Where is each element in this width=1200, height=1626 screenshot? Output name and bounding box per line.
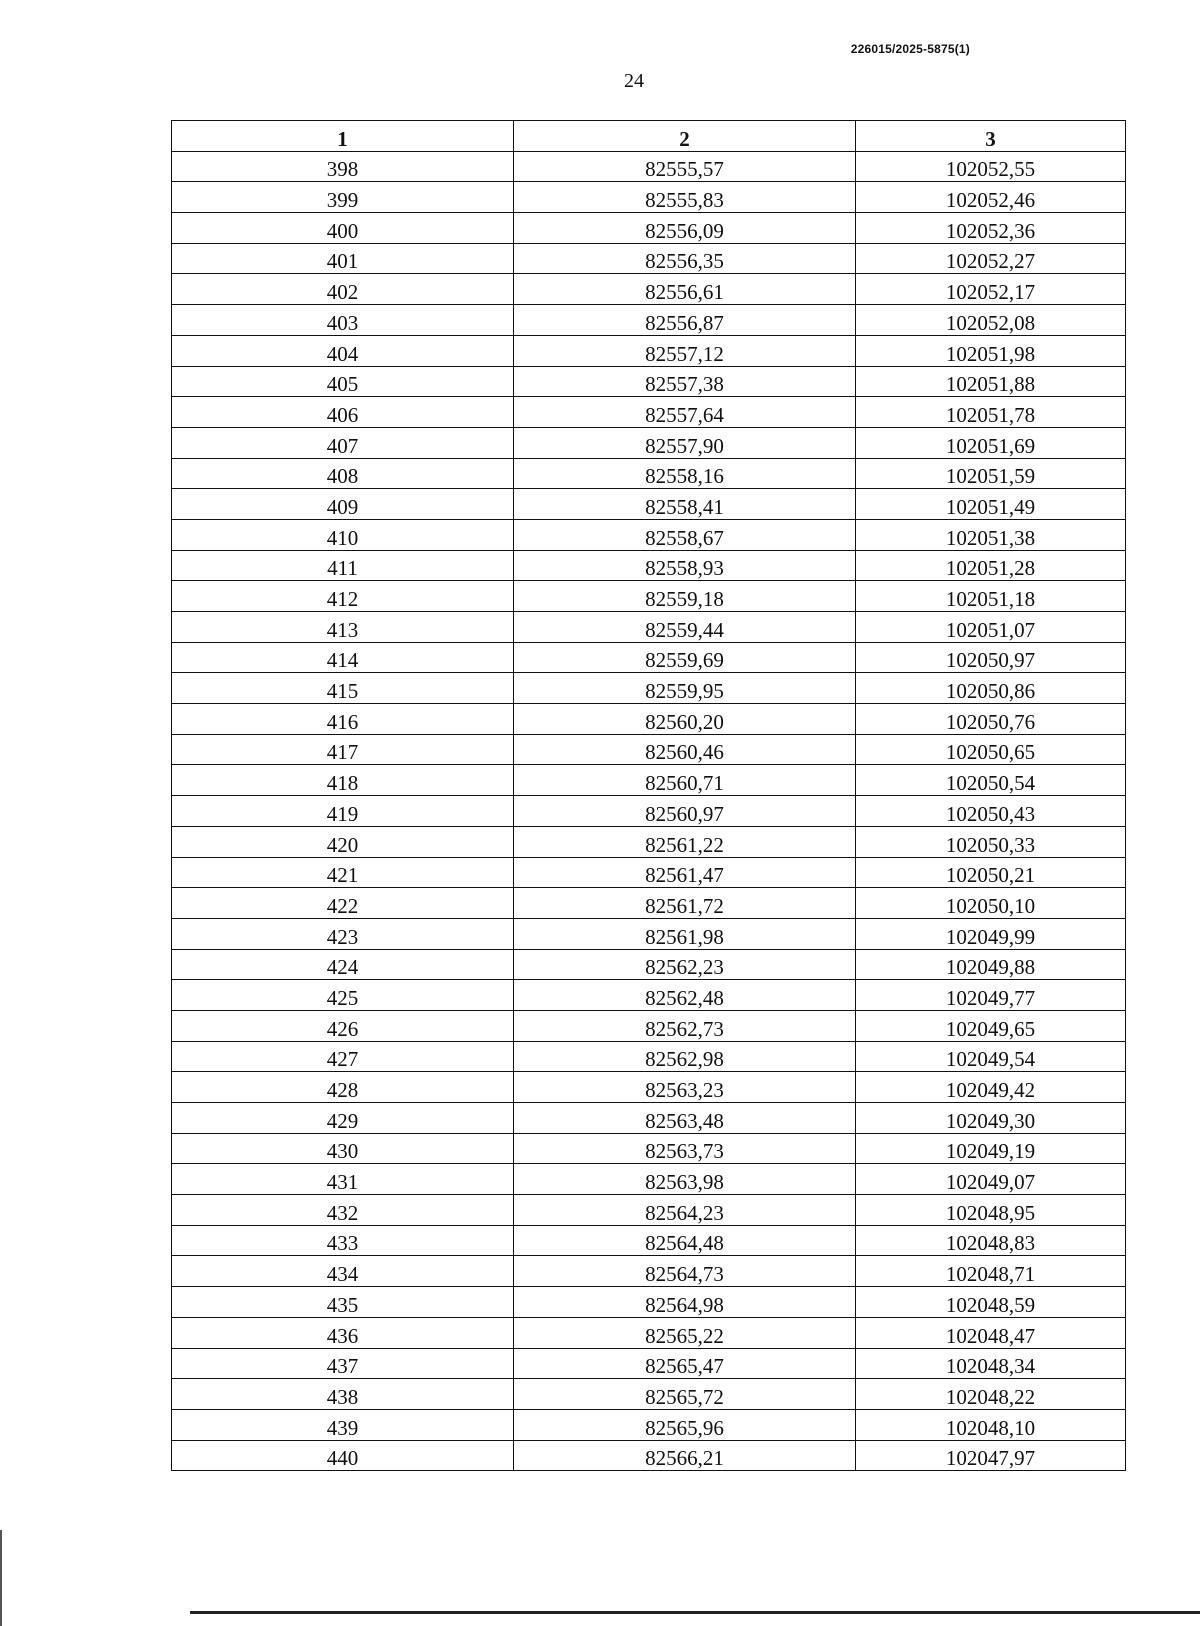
table-row bbox=[172, 1225, 1126, 1256]
table-row bbox=[172, 857, 1126, 888]
scan-edge-mark bbox=[0, 1530, 2, 1626]
coordinate-y-cell: 102050,10 bbox=[856, 888, 1126, 919]
coordinate-x-cell: 82564,98 bbox=[514, 1287, 856, 1318]
coordinate-y-cell: 102051,38 bbox=[856, 519, 1126, 550]
coordinate-y-cell: 102047,97 bbox=[856, 1440, 1126, 1471]
point-number-cell: 400 bbox=[172, 213, 514, 244]
coordinate-y-cell: 102052,46 bbox=[856, 182, 1126, 213]
coordinate-x-cell: 82564,73 bbox=[514, 1256, 856, 1287]
coordinate-x-cell: 82558,67 bbox=[514, 519, 856, 550]
coordinate-x-cell: 82564,48 bbox=[514, 1225, 856, 1256]
coordinate-x-cell: 82559,18 bbox=[514, 581, 856, 612]
point-number-cell: 440 bbox=[172, 1440, 514, 1471]
point-number-cell: 415 bbox=[172, 673, 514, 704]
table-row bbox=[172, 980, 1126, 1011]
coordinate-x-cell: 82566,21 bbox=[514, 1440, 856, 1471]
coordinate-x-cell: 82565,96 bbox=[514, 1409, 856, 1440]
table-row bbox=[172, 1041, 1126, 1072]
table-row bbox=[172, 1256, 1126, 1287]
table-row bbox=[172, 427, 1126, 458]
coordinate-y-cell: 102052,17 bbox=[856, 274, 1126, 305]
point-number-cell: 417 bbox=[172, 734, 514, 765]
coordinate-y-cell: 102048,83 bbox=[856, 1225, 1126, 1256]
coordinate-x-cell: 82563,48 bbox=[514, 1103, 856, 1134]
point-number-cell: 432 bbox=[172, 1195, 514, 1226]
column-header-1: 1 bbox=[172, 121, 514, 152]
table-row bbox=[172, 1379, 1126, 1410]
table-row bbox=[172, 581, 1126, 612]
coordinate-y-cell: 102048,22 bbox=[856, 1379, 1126, 1410]
table-row bbox=[172, 274, 1126, 305]
table-row bbox=[172, 151, 1126, 182]
coordinate-y-cell: 102049,07 bbox=[856, 1164, 1126, 1195]
coordinate-x-cell: 82557,12 bbox=[514, 335, 856, 366]
coordinate-x-cell: 82556,09 bbox=[514, 213, 856, 244]
coordinate-y-cell: 102051,59 bbox=[856, 458, 1126, 489]
coordinate-y-cell: 102048,59 bbox=[856, 1287, 1126, 1318]
point-number-cell: 411 bbox=[172, 550, 514, 581]
table-row bbox=[172, 1195, 1126, 1226]
coordinate-x-cell: 82559,69 bbox=[514, 642, 856, 673]
point-number-cell: 438 bbox=[172, 1379, 514, 1410]
coordinate-x-cell: 82556,35 bbox=[514, 243, 856, 274]
coordinate-x-cell: 82556,87 bbox=[514, 305, 856, 336]
coordinate-x-cell: 82557,64 bbox=[514, 397, 856, 428]
coordinate-y-cell: 102049,65 bbox=[856, 1010, 1126, 1041]
coordinate-y-cell: 102050,33 bbox=[856, 826, 1126, 857]
coordinate-y-cell: 102051,88 bbox=[856, 366, 1126, 397]
point-number-cell: 424 bbox=[172, 949, 514, 980]
coordinate-y-cell: 102052,55 bbox=[856, 151, 1126, 182]
point-number-cell: 403 bbox=[172, 305, 514, 336]
point-number-cell: 422 bbox=[172, 888, 514, 919]
coordinate-y-cell: 102051,69 bbox=[856, 427, 1126, 458]
point-number-cell: 416 bbox=[172, 704, 514, 735]
coordinate-y-cell: 102050,86 bbox=[856, 673, 1126, 704]
table-row bbox=[172, 1103, 1126, 1134]
table-row bbox=[172, 826, 1126, 857]
coordinate-y-cell: 102050,65 bbox=[856, 734, 1126, 765]
coordinate-x-cell: 82560,46 bbox=[514, 734, 856, 765]
point-number-cell: 425 bbox=[172, 980, 514, 1011]
table-header-row bbox=[172, 121, 1126, 152]
point-number-cell: 413 bbox=[172, 612, 514, 643]
coordinate-x-cell: 82561,72 bbox=[514, 888, 856, 919]
point-number-cell: 405 bbox=[172, 366, 514, 397]
point-number-cell: 402 bbox=[172, 274, 514, 305]
coordinate-x-cell: 82558,41 bbox=[514, 489, 856, 520]
coordinate-x-cell: 82562,98 bbox=[514, 1041, 856, 1072]
coordinate-x-cell: 82565,72 bbox=[514, 1379, 856, 1410]
table-row bbox=[172, 458, 1126, 489]
point-number-cell: 420 bbox=[172, 826, 514, 857]
table-row bbox=[172, 949, 1126, 980]
coordinate-x-cell: 82563,23 bbox=[514, 1072, 856, 1103]
table-row bbox=[172, 1164, 1126, 1195]
point-number-cell: 435 bbox=[172, 1287, 514, 1318]
coordinate-y-cell: 102048,95 bbox=[856, 1195, 1126, 1226]
table-row bbox=[172, 888, 1126, 919]
point-number-cell: 398 bbox=[172, 151, 514, 182]
point-number-cell: 429 bbox=[172, 1103, 514, 1134]
point-number-cell: 408 bbox=[172, 458, 514, 489]
column-header-2: 2 bbox=[514, 121, 856, 152]
point-number-cell: 426 bbox=[172, 1010, 514, 1041]
table-row bbox=[172, 704, 1126, 735]
table-row bbox=[172, 243, 1126, 274]
coordinate-y-cell: 102051,07 bbox=[856, 612, 1126, 643]
document-reference: 226015/2025-5875(1) bbox=[850, 42, 970, 56]
point-number-cell: 418 bbox=[172, 765, 514, 796]
coordinate-x-cell: 82558,93 bbox=[514, 550, 856, 581]
point-number-cell: 407 bbox=[172, 427, 514, 458]
coordinate-x-cell: 82558,16 bbox=[514, 458, 856, 489]
point-number-cell: 406 bbox=[172, 397, 514, 428]
point-number-cell: 423 bbox=[172, 918, 514, 949]
coordinate-y-cell: 102052,36 bbox=[856, 213, 1126, 244]
coordinate-x-cell: 82563,98 bbox=[514, 1164, 856, 1195]
table-row bbox=[172, 335, 1126, 366]
coordinate-y-cell: 102048,10 bbox=[856, 1409, 1126, 1440]
coordinate-x-cell: 82562,73 bbox=[514, 1010, 856, 1041]
table-body bbox=[172, 151, 1126, 1471]
coordinate-y-cell: 102049,54 bbox=[856, 1041, 1126, 1072]
point-number-cell: 436 bbox=[172, 1317, 514, 1348]
point-number-cell: 412 bbox=[172, 581, 514, 612]
table-row bbox=[172, 612, 1126, 643]
coordinate-y-cell: 102049,77 bbox=[856, 980, 1126, 1011]
coordinate-x-cell: 82561,98 bbox=[514, 918, 856, 949]
coordinate-y-cell: 102051,98 bbox=[856, 335, 1126, 366]
coordinate-x-cell: 82560,20 bbox=[514, 704, 856, 735]
coordinate-y-cell: 102049,30 bbox=[856, 1103, 1126, 1134]
coordinate-y-cell: 102051,28 bbox=[856, 550, 1126, 581]
coordinate-x-cell: 82563,73 bbox=[514, 1133, 856, 1164]
table-row bbox=[172, 673, 1126, 704]
point-number-cell: 427 bbox=[172, 1041, 514, 1072]
coordinate-x-cell: 82555,83 bbox=[514, 182, 856, 213]
coordinate-y-cell: 102051,78 bbox=[856, 397, 1126, 428]
coordinate-y-cell: 102052,08 bbox=[856, 305, 1126, 336]
column-header-3: 3 bbox=[856, 121, 1126, 152]
table-row bbox=[172, 397, 1126, 428]
coordinate-x-cell: 82565,47 bbox=[514, 1348, 856, 1379]
point-number-cell: 437 bbox=[172, 1348, 514, 1379]
table-row bbox=[172, 366, 1126, 397]
table-row bbox=[172, 305, 1126, 336]
coordinate-y-cell: 102050,76 bbox=[856, 704, 1126, 735]
coordinate-y-cell: 102048,47 bbox=[856, 1317, 1126, 1348]
table-row bbox=[172, 1287, 1126, 1318]
coordinate-x-cell: 82565,22 bbox=[514, 1317, 856, 1348]
coordinate-x-cell: 82559,44 bbox=[514, 612, 856, 643]
point-number-cell: 439 bbox=[172, 1409, 514, 1440]
point-number-cell: 430 bbox=[172, 1133, 514, 1164]
coordinate-x-cell: 82560,97 bbox=[514, 796, 856, 827]
coordinate-x-cell: 82562,48 bbox=[514, 980, 856, 1011]
point-number-cell: 410 bbox=[172, 519, 514, 550]
coordinate-y-cell: 102048,71 bbox=[856, 1256, 1126, 1287]
coordinate-y-cell: 102049,19 bbox=[856, 1133, 1126, 1164]
table-row bbox=[172, 1072, 1126, 1103]
coordinate-x-cell: 82561,47 bbox=[514, 857, 856, 888]
coordinate-x-cell: 82556,61 bbox=[514, 274, 856, 305]
point-number-cell: 433 bbox=[172, 1225, 514, 1256]
table-row bbox=[172, 642, 1126, 673]
point-number-cell: 409 bbox=[172, 489, 514, 520]
coordinates-table bbox=[171, 120, 1126, 1471]
point-number-cell: 399 bbox=[172, 182, 514, 213]
table-row bbox=[172, 1010, 1126, 1041]
table-row bbox=[172, 1440, 1126, 1471]
coordinate-x-cell: 82564,23 bbox=[514, 1195, 856, 1226]
coordinate-x-cell: 82557,38 bbox=[514, 366, 856, 397]
coordinate-x-cell: 82557,90 bbox=[514, 427, 856, 458]
coordinate-x-cell: 82560,71 bbox=[514, 765, 856, 796]
table-row bbox=[172, 489, 1126, 520]
point-number-cell: 414 bbox=[172, 642, 514, 673]
point-number-cell: 434 bbox=[172, 1256, 514, 1287]
point-number-cell: 401 bbox=[172, 243, 514, 274]
coordinate-y-cell: 102051,18 bbox=[856, 581, 1126, 612]
coordinate-x-cell: 82555,57 bbox=[514, 151, 856, 182]
table-row bbox=[172, 765, 1126, 796]
coordinate-y-cell: 102049,88 bbox=[856, 949, 1126, 980]
point-number-cell: 419 bbox=[172, 796, 514, 827]
coordinate-y-cell: 102052,27 bbox=[856, 243, 1126, 274]
table-row bbox=[172, 182, 1126, 213]
coordinate-y-cell: 102050,43 bbox=[856, 796, 1126, 827]
table-row bbox=[172, 796, 1126, 827]
coordinate-y-cell: 102050,97 bbox=[856, 642, 1126, 673]
coordinate-x-cell: 82562,23 bbox=[514, 949, 856, 980]
table-row bbox=[172, 1133, 1126, 1164]
table-row bbox=[172, 1317, 1126, 1348]
coordinate-y-cell: 102049,42 bbox=[856, 1072, 1126, 1103]
scan-edge-line bbox=[190, 1611, 1200, 1614]
coordinate-x-cell: 82559,95 bbox=[514, 673, 856, 704]
coordinate-y-cell: 102051,49 bbox=[856, 489, 1126, 520]
table-row bbox=[172, 213, 1126, 244]
coordinate-y-cell: 102050,54 bbox=[856, 765, 1126, 796]
point-number-cell: 404 bbox=[172, 335, 514, 366]
table-row bbox=[172, 734, 1126, 765]
page-number: 24 bbox=[624, 70, 644, 92]
point-number-cell: 421 bbox=[172, 857, 514, 888]
coordinate-y-cell: 102048,34 bbox=[856, 1348, 1126, 1379]
point-number-cell: 431 bbox=[172, 1164, 514, 1195]
table-row bbox=[172, 918, 1126, 949]
coordinate-x-cell: 82561,22 bbox=[514, 826, 856, 857]
coordinate-y-cell: 102049,99 bbox=[856, 918, 1126, 949]
coordinate-y-cell: 102050,21 bbox=[856, 857, 1126, 888]
table-row bbox=[172, 550, 1126, 581]
table-row bbox=[172, 1348, 1126, 1379]
table-row bbox=[172, 1409, 1126, 1440]
table-row bbox=[172, 519, 1126, 550]
point-number-cell: 428 bbox=[172, 1072, 514, 1103]
